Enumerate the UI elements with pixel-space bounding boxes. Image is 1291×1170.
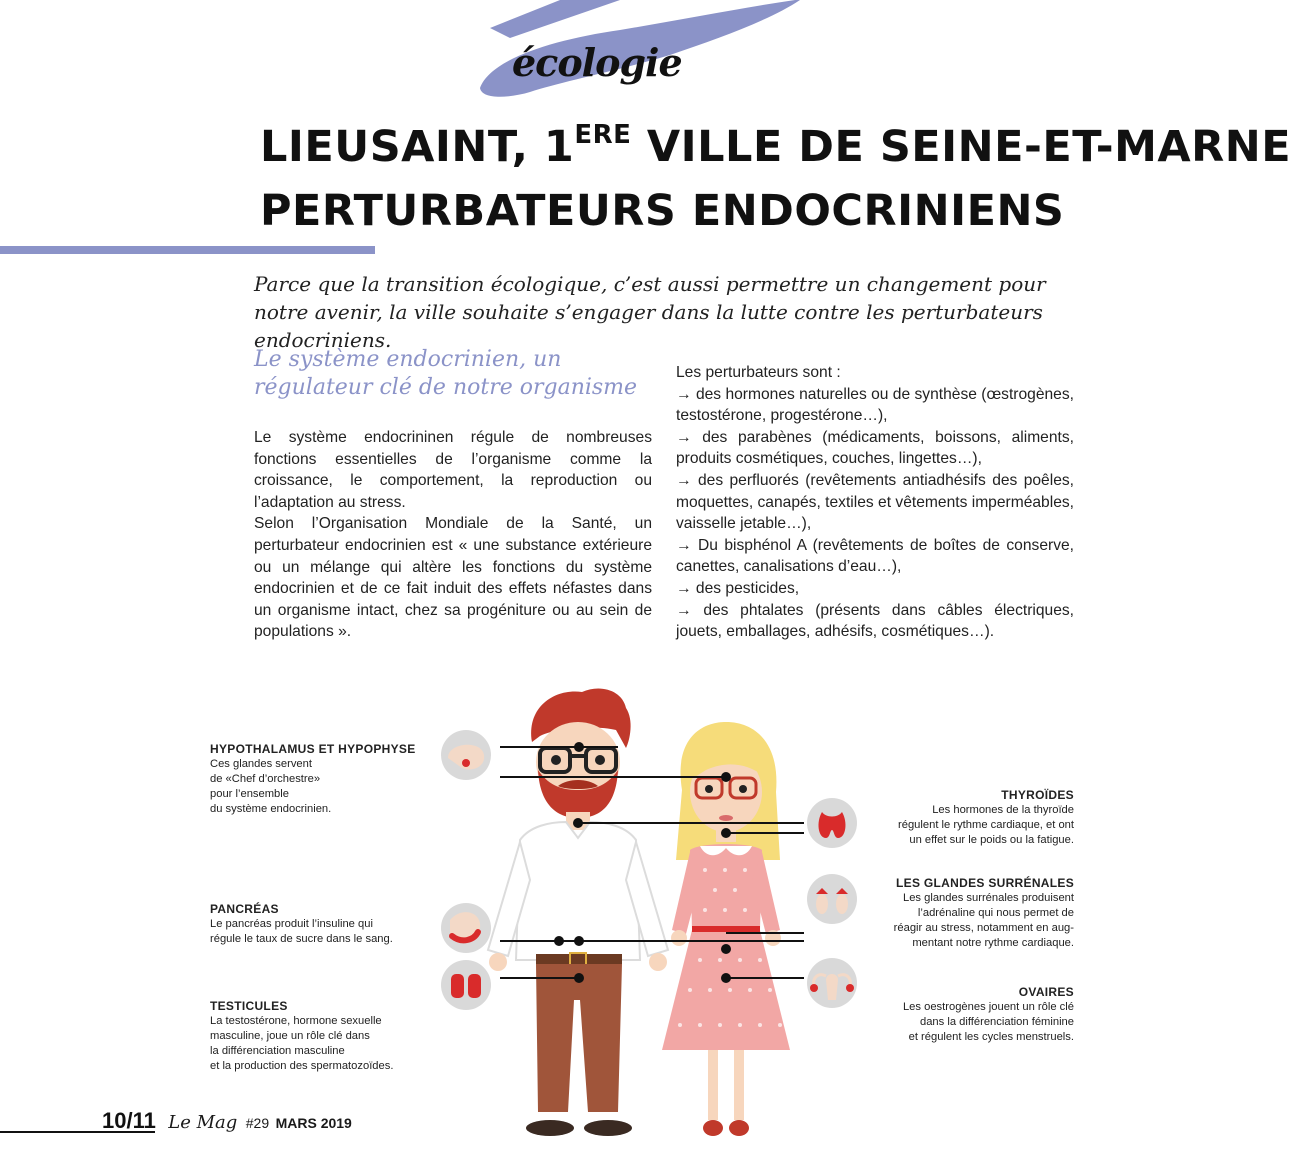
title-superscript: ERE (574, 120, 632, 150)
label-text: la différenciation masculine (210, 1045, 345, 1057)
pancreas-icon (441, 903, 491, 953)
label-text: dans la différenciation féminine (919, 1016, 1074, 1028)
label-pancreas (210, 902, 440, 947)
label-heading: TESTICULES (210, 999, 288, 1013)
label-text: pour l’ensemble (210, 788, 289, 800)
list-item: → Du bisphénol A (revêtements de boîtes de conserve, canettes, canalisations d’eau…), (676, 536, 1074, 576)
page-title-line2: PERTURBATEURS ENDOCRINIENS (260, 186, 1065, 236)
list-item: → des pesticides, (676, 579, 800, 597)
label-text: Ces glandes servent (210, 758, 312, 770)
label-text: un effet sur le poids ou la fatigue. (909, 834, 1074, 846)
magazine-name: Le Mag (168, 1112, 238, 1133)
label-text: Le pancréas produit l’insuline qui (210, 918, 373, 930)
label-heading: THYROÏDES (1001, 788, 1074, 802)
label-text: Les hormones de la thyroïde (932, 804, 1074, 816)
label-heading: OVAIRES (1018, 985, 1074, 999)
testicles-icon (441, 960, 491, 1010)
list-item: → des hormones naturelles ou de synthèse (œstrogènes, testostérone, progestérone…), (676, 385, 1074, 425)
list-intro: Les perturbateurs sont : (676, 364, 841, 381)
label-text: réagir au stress, notamment en aug- (893, 922, 1074, 934)
label-text: Les oestrogènes jouent un rôle clé (902, 1001, 1074, 1013)
label-text: de «Chef d’orchestre» (210, 773, 321, 785)
label-testicules (210, 999, 440, 1074)
page-numbers: 10/11 (102, 1108, 156, 1133)
label-text: La testostérone, hormone sexuelle (210, 1015, 382, 1027)
man-figure-illustration (488, 689, 668, 1136)
label-text: et la production des spermatozoïdes. (210, 1060, 394, 1072)
label-thyroides (834, 788, 1074, 848)
label-text: Les glandes surrénales produisent (902, 892, 1074, 904)
section-tag: écologie (512, 40, 682, 85)
label-text: régulent le rythme cardiaque, et ont (898, 819, 1074, 831)
label-text: mentant notre rythme cardiaque. (912, 937, 1074, 949)
label-hypothalamus (210, 742, 440, 817)
subhead-line1: Le système endocrinien, un (254, 347, 562, 372)
woman-figure-illustration (662, 722, 790, 1136)
title-prefix: LIEUSAINT, 1 (260, 122, 575, 172)
issue-number: #29 (245, 1115, 270, 1131)
list-item: → des phtalates (présents dans câbles électriques, jouets, emballages, adhésifs, cosmétiques…). (676, 601, 1074, 641)
issue-date: MARS 2019 (275, 1115, 352, 1131)
body-paragraph: Le système endocrininen régule de nombreuses fonctions essentielles de l’organisme comme la croissance, le comportement, la reproduction ou l’adaptation au stress. (254, 429, 652, 511)
label-text: masculine, joue un rôle clé dans (210, 1030, 370, 1042)
label-ovaires (834, 985, 1074, 1045)
body-paragraph: Selon l’Organisation Mondiale de la Santé, un perturbateur endocrinien est « une substance extérieure ou un mélange qui altère les fonctions du système endocrinien et de ce fait induit des effets néfastes dans un organisme intact, chez sa progéniture ou au sein de populations ». (254, 515, 652, 641)
label-text: du système endocrinien. (210, 803, 332, 815)
list-item: → des perfluorés (revêtements antiadhésifs des poêles, moquettes, canapés, textiles et vêtements imperméables, vaisselle jetable…), (676, 471, 1074, 533)
label-heading: HYPOTHALAMUS ET HYPOPHYSE (210, 742, 416, 756)
label-text: et régulent les cycles menstruels. (908, 1031, 1074, 1043)
label-heading: PANCRÉAS (210, 902, 279, 916)
page-footer (102, 1108, 352, 1134)
list-item: → des parabènes (médicaments, boissons, aliments, produits cosmétiques, couches, lingettes…), (676, 428, 1074, 468)
label-text: régule le taux de sucre dans le sang. (210, 933, 393, 945)
title-suffix: VILLE DE SEINE-ET-MARNE (631, 122, 1291, 172)
lead-paragraph: Parce que la transition écologique, c’est aussi permettre un changement pour notre avenir, la ville souhaite s’engager dans la lutte contre les perturbateurs endocriniens. (254, 272, 1046, 352)
brain-icon (441, 730, 491, 780)
label-surrenales (834, 876, 1074, 951)
label-text: l’adrénaline qui nous permet de (917, 907, 1074, 919)
label-heading: LES GLANDES SURRÉNALES (896, 876, 1074, 890)
subhead-line2: régulateur clé de notre organisme (254, 375, 638, 400)
